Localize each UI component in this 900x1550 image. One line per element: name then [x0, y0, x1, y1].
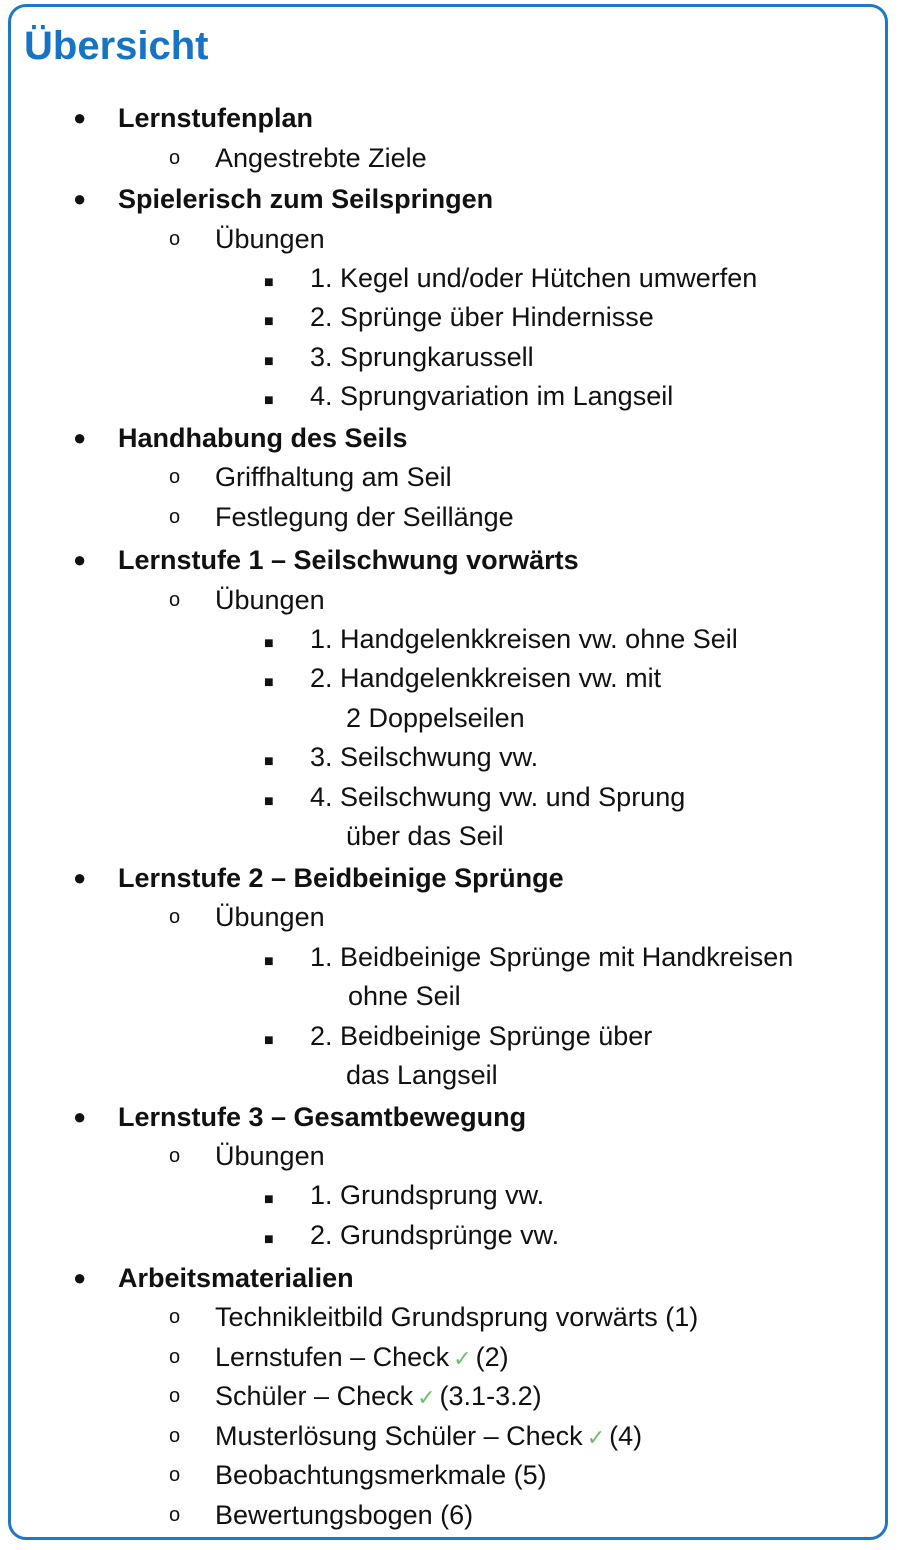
- list-item: o Technikleitbild Grundsprung vorwärts (1): [169, 1302, 699, 1332]
- list-item: o Übungen: [169, 1141, 325, 1171]
- list-item: o Musterlösung Schüler – Check ✓ (4): [169, 1421, 643, 1451]
- list-item: o Übungen: [169, 224, 325, 254]
- bullet-icon: ■: [264, 753, 274, 770]
- section-heading: ● Spielerisch zum Seilspringen: [73, 184, 494, 214]
- section-heading: ● Handhabung des Seils: [73, 423, 408, 453]
- bullet-icon: ■: [264, 793, 274, 810]
- bullet-icon: o: [169, 1464, 181, 1486]
- list-item: ■ 3. Sprungkarussell: [310, 341, 534, 373]
- bullet-icon: ■: [264, 392, 274, 409]
- list-item: ■ 4. Seilschwung vw. und Sprung: [310, 781, 685, 813]
- list-item: o Beobachtungsmerkmale (5): [169, 1460, 547, 1490]
- bullet-icon: ●: [73, 547, 87, 572]
- bullet-icon: o: [169, 506, 181, 528]
- list-item: ■ 4. Sprungvariation im Langseil: [310, 380, 673, 412]
- list-item: ■ 2. Handgelenkkreisen vw. mit: [310, 662, 661, 694]
- bullet-icon: ●: [73, 425, 87, 450]
- bullet-icon: o: [169, 228, 181, 250]
- list-item: o Angestrebte Ziele: [169, 143, 427, 173]
- list-item-continuation: ohne Seil: [348, 981, 461, 1011]
- check-icon: ✓: [417, 1385, 436, 1410]
- bullet-icon: ●: [73, 105, 87, 130]
- list-item: ■ 2. Beidbeinige Sprünge über: [310, 1020, 652, 1052]
- bullet-icon: ■: [264, 313, 274, 330]
- list-item: o Schüler – Check ✓ (3.1-3.2): [169, 1381, 542, 1411]
- list-item: o Übungen: [169, 585, 325, 615]
- bullet-icon: ■: [264, 274, 274, 291]
- bullet-icon: o: [169, 1504, 181, 1526]
- list-item: ■ 1. Beidbeinige Sprünge mit Handkreisen: [310, 941, 793, 973]
- bullet-icon: o: [169, 1145, 181, 1167]
- bullet-icon: ●: [73, 865, 87, 890]
- bullet-icon: ●: [73, 1104, 87, 1129]
- list-item: o Festlegung der Seillänge: [169, 502, 514, 532]
- list-item: ■ 1. Handgelenkkreisen vw. ohne Seil: [310, 623, 738, 655]
- list-item: o Lernstufen – Check ✓ (2): [169, 1342, 509, 1372]
- section-heading: ● Lernstufe 3 – Gesamtbewegung: [73, 1102, 527, 1132]
- check-icon: ✓: [586, 1425, 606, 1450]
- bullet-icon: o: [169, 1425, 181, 1447]
- bullet-icon: o: [169, 1306, 181, 1328]
- bullet-icon: ■: [264, 674, 274, 691]
- bullet-icon: o: [169, 466, 181, 488]
- bullet-icon: ●: [73, 1265, 87, 1290]
- bullet-icon: ■: [264, 353, 274, 370]
- section-heading: ● Lernstufe 2 – Beidbeinige Sprünge: [73, 863, 564, 893]
- list-item: ■ 3. Seilschwung vw.: [310, 741, 538, 773]
- list-item: ■ 2. Sprünge über Hindernisse: [310, 301, 654, 333]
- bullet-icon: ■: [264, 635, 274, 652]
- list-item-continuation: 2 Doppelseilen: [346, 703, 525, 733]
- bullet-icon: o: [169, 1346, 181, 1368]
- section-heading: ● Lernstufenplan: [73, 103, 314, 133]
- bullet-icon: ■: [264, 1231, 274, 1248]
- check-icon: ✓: [453, 1346, 472, 1371]
- bullet-icon: o: [169, 1385, 181, 1407]
- bullet-icon: o: [169, 589, 181, 611]
- section-heading: ● Arbeitsmaterialien: [73, 1263, 354, 1293]
- bullet-icon: ●: [73, 186, 87, 211]
- list-item: o Übungen: [169, 902, 325, 932]
- list-item: ■ 1. Grundsprung vw.: [310, 1179, 544, 1211]
- list-item: ■ 2. Grundsprünge vw.: [310, 1219, 559, 1251]
- page-title: Übersicht: [24, 24, 209, 68]
- list-item-continuation: das Langseil: [346, 1060, 498, 1090]
- bullet-icon: o: [169, 906, 181, 928]
- section-heading: ● Lernstufe 1 – Seilschwung vorwärts: [73, 545, 579, 575]
- list-item: ■ 1. Kegel und/oder Hütchen umwerfen: [310, 262, 757, 294]
- bullet-icon: ■: [264, 1191, 274, 1208]
- list-item: o Griffhaltung am Seil: [169, 462, 452, 492]
- bullet-icon: ■: [264, 1032, 274, 1049]
- bullet-icon: ■: [264, 953, 274, 970]
- list-item-continuation: über das Seil: [346, 821, 504, 851]
- list-item: o Bewertungsbogen (6): [169, 1500, 474, 1530]
- bullet-icon: o: [169, 147, 181, 169]
